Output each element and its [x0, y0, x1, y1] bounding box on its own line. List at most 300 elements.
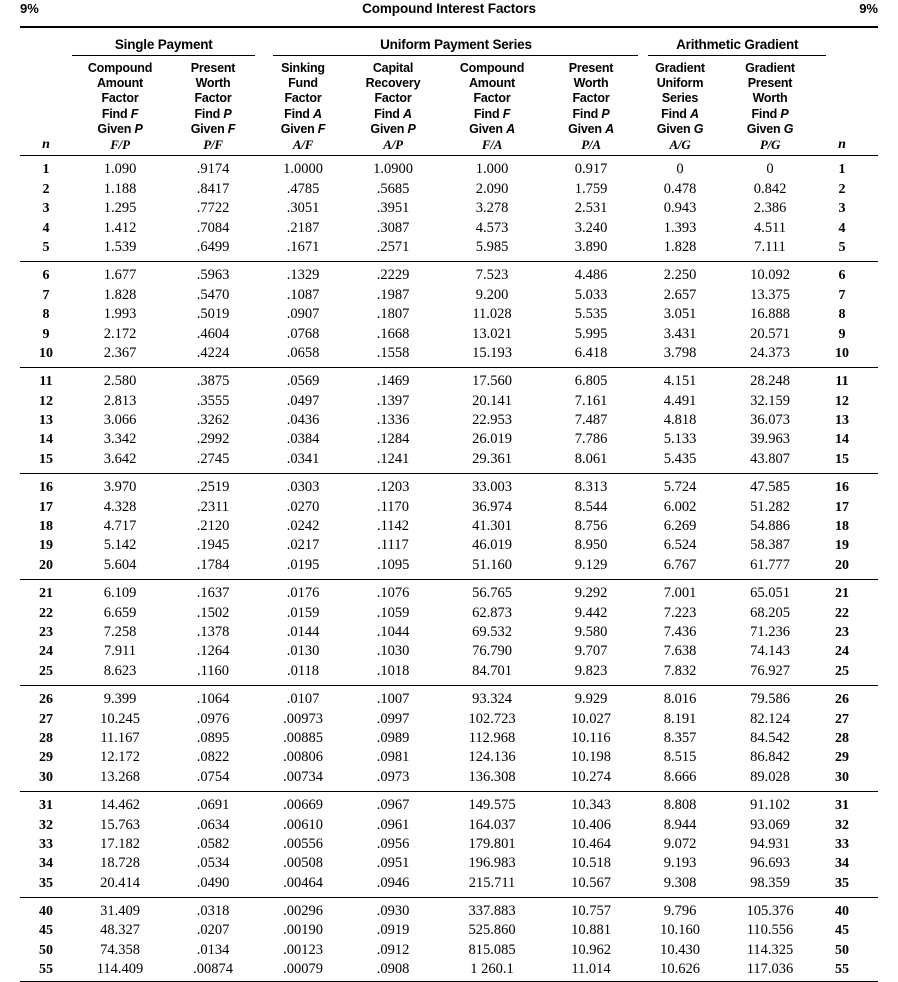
table-row: [20, 662, 878, 681]
column-header-pa: [546, 61, 636, 152]
cell-value: .1203: [376, 479, 410, 496]
table-row: [20, 180, 878, 199]
cell-value: 3.970: [103, 479, 137, 496]
cell-value: 2.813: [103, 392, 137, 409]
cell-value: 6.767: [663, 556, 697, 573]
cell-value: .3051: [286, 200, 320, 217]
cell-value: 7.638: [663, 643, 697, 660]
cell-value: .00123: [283, 941, 323, 958]
colhead-find: [546, 107, 636, 122]
colhead-line1: Present: [190, 61, 236, 75]
cell-value: .0658: [286, 344, 320, 361]
cell-period: 20: [835, 557, 849, 573]
cell-value: .0582: [196, 835, 230, 852]
cell-period: 45: [39, 923, 53, 939]
cell-value: .0534: [196, 855, 230, 872]
cell-period: 35: [39, 875, 53, 891]
cell-period: 10: [835, 345, 849, 361]
colhead-line1: Present: [568, 61, 614, 75]
given-var: P: [407, 121, 416, 136]
cell-value: 10.406: [571, 816, 611, 833]
colhead-line1: Gradient: [745, 61, 795, 75]
cell-value: 1.000: [475, 161, 509, 178]
cell-value: 6.269: [663, 518, 697, 535]
cell-period: 21: [39, 586, 53, 602]
cell-period: 24: [835, 644, 849, 660]
cell-value: .0973: [376, 768, 410, 785]
cell-value: 5.724: [663, 479, 697, 496]
cell-value: 3.890: [574, 238, 608, 255]
cell-value: 15.763: [100, 816, 140, 833]
cell-value: .2229: [376, 267, 410, 284]
cell-period: 9: [42, 326, 50, 342]
cell-value: 91.102: [750, 797, 790, 814]
cell-value: 7.523: [475, 267, 509, 284]
cell-value: 9.929: [574, 691, 608, 708]
cell-value: 32.159: [750, 392, 790, 409]
cell-period: 30: [39, 769, 53, 785]
cell-value: .1117: [377, 537, 409, 554]
cell-value: .0951: [376, 855, 410, 872]
cell-value: .1558: [376, 344, 410, 361]
cell-value: 5.033: [574, 286, 608, 303]
cell-value: 62.873: [472, 604, 512, 621]
cell-value: 94.931: [750, 835, 790, 852]
cell-value: 164.037: [468, 816, 516, 833]
cell-value: 7.111: [754, 238, 786, 255]
cell-period: 33: [835, 836, 849, 852]
cell-value: 114.409: [96, 961, 144, 978]
group-spacer-right: [826, 37, 878, 56]
group-separator-rule: [20, 261, 878, 262]
cell-value: .00464: [283, 874, 323, 891]
find-label: Find: [661, 106, 691, 121]
cell-value: 2.657: [663, 286, 697, 303]
cell-value: .00508: [283, 855, 323, 872]
cell-value: 4.717: [103, 518, 137, 535]
colhead-line3: Factor: [473, 91, 511, 106]
given-var: F: [317, 121, 326, 136]
cell-value: .3555: [196, 392, 230, 409]
cell-value: 1.993: [103, 306, 137, 323]
cell-value: 10.092: [750, 267, 790, 284]
colhead-find: [636, 107, 724, 122]
cell-value: .5963: [196, 267, 230, 284]
table-row: [20, 218, 878, 237]
column-header-fa: [438, 61, 546, 152]
colhead-line1: Sinking: [281, 61, 325, 75]
cell-value: 3.066: [103, 412, 137, 429]
table-row: [20, 411, 878, 430]
table-row: [20, 199, 878, 218]
cell-value: 179.801: [468, 835, 516, 852]
colhead-line3: Worth: [752, 91, 788, 106]
cell-value: 8.950: [574, 537, 608, 554]
cell-value: 1.539: [103, 238, 137, 255]
cell-value: 0.917: [574, 161, 608, 178]
find-var: A: [313, 106, 322, 121]
cell-period: 33: [39, 836, 53, 852]
cell-value: 3.431: [663, 325, 697, 342]
cell-value: .1160: [196, 662, 230, 679]
cell-value: 110.556: [746, 922, 794, 939]
cell-value: 10.757: [571, 903, 611, 920]
cell-value: .0490: [196, 874, 230, 891]
cell-value: 20.414: [100, 874, 140, 891]
cell-value: 1.828: [103, 286, 137, 303]
cell-period: 17: [835, 499, 849, 515]
cell-value: .1397: [376, 392, 410, 409]
group-separator-rule: [20, 791, 878, 792]
group-gap-1: [255, 37, 273, 56]
cell-period: 9: [838, 326, 846, 342]
cell-value: 1.090: [103, 161, 137, 178]
given-label: Given: [656, 121, 694, 136]
cell-value: 124.136: [468, 749, 516, 766]
cell-value: 15.193: [472, 344, 512, 361]
cell-value: .0919: [376, 922, 410, 939]
cell-period: 26: [835, 692, 849, 708]
table-row: [20, 584, 878, 603]
cell-value: 4.328: [103, 498, 137, 515]
colhead-find: [348, 107, 438, 122]
cell-period: 18: [39, 519, 53, 535]
cell-period: 15: [835, 451, 849, 467]
cell-period: 10: [39, 345, 53, 361]
cell-value: .1637: [196, 585, 230, 602]
cell-value: 6.109: [103, 585, 137, 602]
colhead-given: [724, 122, 816, 137]
cell-period: 5: [42, 239, 50, 255]
cell-value: .0822: [196, 749, 230, 766]
cell-period: 12: [39, 393, 53, 409]
colhead-ratio: A/G: [669, 137, 691, 153]
cell-value: .1142: [376, 518, 410, 535]
column-header-ap: [348, 61, 438, 152]
colhead-line2: Uniform: [656, 76, 704, 91]
cell-value: 114.325: [746, 941, 794, 958]
cell-value: 1.677: [103, 267, 137, 284]
cell-value: .0997: [376, 710, 410, 727]
cell-value: .0691: [196, 797, 230, 814]
cell-value: 11.028: [472, 306, 512, 323]
group-arithmetic-gradient: [648, 37, 826, 56]
cell-value: 76.927: [750, 662, 790, 679]
cell-value: 6.002: [663, 498, 697, 515]
column-header-row: [20, 61, 878, 152]
cell-value: 10.160: [660, 922, 700, 939]
cell-value: .00885: [283, 729, 323, 746]
cell-period: 26: [39, 692, 53, 708]
title-rule: [20, 26, 878, 28]
cell-period: 55: [39, 962, 53, 978]
cell-value: 8.061: [574, 450, 608, 467]
cell-value: 196.983: [468, 855, 516, 872]
colhead-line3: Factor: [194, 91, 232, 106]
cell-value: .4224: [196, 344, 230, 361]
cell-value: 76.790: [472, 643, 512, 660]
table-row: [20, 344, 878, 363]
cell-value: .0976: [196, 710, 230, 727]
cell-value: 43.807: [750, 450, 790, 467]
given-var: G: [783, 121, 794, 136]
cell-value: .5019: [196, 306, 230, 323]
cell-value: .1378: [196, 624, 230, 640]
cell-value: 12.172: [100, 749, 140, 766]
colhead-line1: Compound: [87, 61, 153, 75]
table-row: [20, 430, 878, 449]
cell-value: .0967: [376, 797, 410, 814]
cell-value: .00296: [283, 903, 323, 920]
cell-value: 5.535: [574, 306, 608, 323]
cell-period: 30: [835, 769, 849, 785]
colhead-given: [348, 122, 438, 137]
cell-value: 10.962: [571, 941, 611, 958]
given-label: Given: [568, 121, 606, 136]
cell-value: .1336: [376, 412, 410, 429]
cell-value: 815.085: [468, 941, 516, 958]
table-row: [20, 497, 878, 516]
find-label: Find: [473, 106, 503, 121]
table-row: [20, 392, 878, 411]
cell-value: 96.693: [750, 855, 790, 872]
cell-period: 25: [835, 663, 849, 679]
colhead-given: [438, 122, 546, 137]
cell-value: 51.160: [472, 556, 512, 573]
table-row: [20, 854, 878, 873]
table-row: [20, 709, 878, 728]
colhead-find: [258, 107, 348, 122]
cell-period: 4: [42, 220, 50, 236]
given-var: A: [506, 121, 515, 136]
given-label: Given: [469, 121, 507, 136]
cell-value: .3951: [376, 200, 410, 217]
cell-value: 8.623: [103, 662, 137, 679]
cell-value: .00734: [283, 768, 323, 785]
cell-value: 28.248: [750, 373, 790, 390]
colhead-line2: Present: [747, 76, 793, 91]
cell-period: 16: [835, 480, 849, 496]
cell-period: 6: [838, 268, 846, 284]
table-row: [20, 921, 878, 940]
cell-value: 18.728: [100, 855, 140, 872]
cell-value: 10.518: [571, 855, 611, 872]
table-row: [20, 748, 878, 767]
cell-value: 9.442: [574, 604, 608, 621]
cell-value: 3.051: [663, 306, 697, 323]
find-var: F: [130, 106, 139, 121]
cell-value: .0912: [376, 941, 410, 958]
group-underline: [72, 55, 255, 56]
find-label: Find: [284, 106, 314, 121]
cell-value: 10.626: [660, 961, 700, 978]
cell-value: 56.765: [472, 585, 512, 602]
group-header-row: [20, 37, 878, 56]
colhead-line1: Compound: [459, 61, 525, 75]
colhead-find: [438, 107, 546, 122]
cell-period: 45: [835, 923, 849, 939]
cell-value: 48.327: [100, 922, 140, 939]
find-var: A: [690, 106, 699, 121]
cell-value: .2571: [376, 238, 410, 255]
cell-value: .0768: [286, 325, 320, 342]
colhead-find: [72, 107, 168, 122]
table-row: [20, 768, 878, 787]
cell-value: .0634: [196, 816, 230, 833]
cell-period: 34: [39, 856, 53, 872]
cell-value: 8.016: [663, 691, 697, 708]
cell-period: 55: [835, 962, 849, 978]
colhead-given: [258, 122, 348, 137]
cell-value: .00079: [283, 961, 323, 978]
cell-value: 6.524: [663, 537, 697, 554]
cell-period: 13: [835, 413, 849, 429]
cell-value: 1.188: [103, 180, 137, 197]
table-row: [20, 623, 878, 642]
given-var: A: [605, 121, 614, 136]
colhead-line2: Worth: [573, 76, 609, 91]
cell-period: 15: [39, 451, 53, 467]
cell-period: 31: [39, 798, 53, 814]
find-label: Find: [751, 106, 781, 121]
cell-period: 4: [838, 220, 846, 236]
cell-value: 2.250: [663, 267, 697, 284]
cell-period: 1: [42, 162, 50, 178]
table-row: [20, 238, 878, 257]
table-row: [20, 160, 878, 179]
cell-value: .1807: [376, 306, 410, 323]
table-row: [20, 305, 878, 324]
colhead-ratio: F/A: [481, 137, 503, 153]
group-spacer-left: [20, 37, 72, 56]
cell-value: 84.542: [750, 729, 790, 746]
cell-period: 27: [39, 711, 53, 727]
colhead-given: [546, 122, 636, 137]
cell-value: .6499: [196, 238, 230, 255]
cell-value: .1018: [376, 662, 410, 679]
colhead-line3: Series: [661, 91, 699, 106]
group-separator-rule: [20, 897, 878, 898]
cell-value: .1671: [286, 238, 320, 255]
cell-value: .0130: [286, 643, 320, 660]
cell-value: 2.367: [103, 344, 137, 361]
cell-value: 26.019: [472, 431, 512, 448]
cell-value: 10.245: [100, 710, 140, 727]
group-label: Uniform Payment Series: [380, 37, 532, 52]
group-label: Single Payment: [114, 37, 213, 52]
cell-period: 29: [39, 750, 53, 766]
table-row: [20, 517, 878, 536]
cell-value: .0144: [286, 624, 320, 640]
cell-value: 20.571: [750, 325, 790, 342]
cell-value: .2311: [196, 498, 230, 515]
cell-value: 10.027: [571, 710, 611, 727]
cell-period: 8: [42, 307, 50, 323]
cell-period: 32: [835, 817, 849, 833]
cell-value: .0754: [196, 768, 230, 785]
cell-value: .9174: [196, 161, 230, 178]
cell-value: .0981: [376, 749, 410, 766]
cell-value: 24.373: [750, 344, 790, 361]
table-row: [20, 556, 878, 575]
colhead-ratio: P/G: [759, 137, 781, 153]
cell-value: 36.974: [472, 498, 512, 515]
table-row: [20, 941, 878, 960]
cell-value: .0176: [286, 585, 320, 602]
cell-value: 7.223: [663, 604, 697, 621]
cell-period: 19: [39, 538, 53, 554]
cell-value: 16.888: [750, 306, 790, 323]
cell-value: .00669: [283, 797, 323, 814]
cell-value: 7.001: [663, 585, 697, 602]
group-separator-rule: [20, 685, 878, 686]
cell-value: .00874: [193, 961, 233, 978]
cell-value: 7.161: [574, 392, 608, 409]
cell-value: .5685: [376, 180, 410, 197]
cell-value: .0318: [196, 903, 230, 920]
cell-value: .0303: [286, 479, 320, 496]
cell-value: 2.531: [574, 200, 608, 217]
title-band: [20, 0, 878, 24]
colhead-line3: Factor: [374, 91, 412, 106]
cell-period: 11: [835, 374, 849, 390]
cell-value: 8.756: [574, 518, 608, 535]
cell-value: 29.361: [472, 450, 512, 467]
cell-value: 9.308: [663, 874, 697, 891]
cell-value: 31.409: [100, 903, 140, 920]
cell-value: 17.560: [472, 373, 512, 390]
find-label: Find: [374, 106, 404, 121]
cell-value: 8.313: [574, 479, 608, 496]
cell-value: 41.301: [472, 518, 512, 535]
cell-value: 4.573: [475, 219, 509, 236]
cell-value: 13.021: [472, 325, 512, 342]
cell-value: .1945: [196, 537, 230, 554]
cell-value: 1.412: [103, 219, 137, 236]
cell-value: .0436: [286, 412, 320, 429]
table-row: [20, 874, 878, 893]
colhead-line1: Gradient: [655, 61, 705, 75]
find-var: P: [780, 106, 789, 121]
cell-value: 68.205: [750, 604, 790, 621]
cell-value: 2.580: [103, 373, 137, 390]
cell-value: 58.387: [750, 537, 790, 554]
cell-value: 8.666: [663, 768, 697, 785]
cell-period: 35: [835, 875, 849, 891]
cell-value: .1784: [196, 556, 230, 573]
table-row: [20, 603, 878, 622]
cell-value: 5.133: [663, 431, 697, 448]
cell-period: 7: [42, 287, 50, 303]
cell-period: 1: [838, 162, 846, 178]
cell-period: 6: [42, 268, 50, 284]
cell-period: 2: [838, 181, 846, 197]
cell-value: 9.823: [574, 662, 608, 679]
rate-label-right: 9%: [859, 1, 878, 16]
table-row: [20, 450, 878, 469]
cell-value: 10.116: [571, 729, 611, 746]
colhead-line2: Amount: [468, 76, 515, 91]
colhead-find: [168, 107, 258, 122]
cell-value: 51.282: [750, 498, 790, 515]
given-label: Given: [370, 121, 408, 136]
cell-period: 8: [838, 307, 846, 323]
cell-value: .3875: [196, 373, 230, 390]
given-var: F: [227, 121, 236, 136]
find-var: P: [223, 106, 232, 121]
cell-period: 27: [835, 711, 849, 727]
cell-value: .1095: [376, 556, 410, 573]
